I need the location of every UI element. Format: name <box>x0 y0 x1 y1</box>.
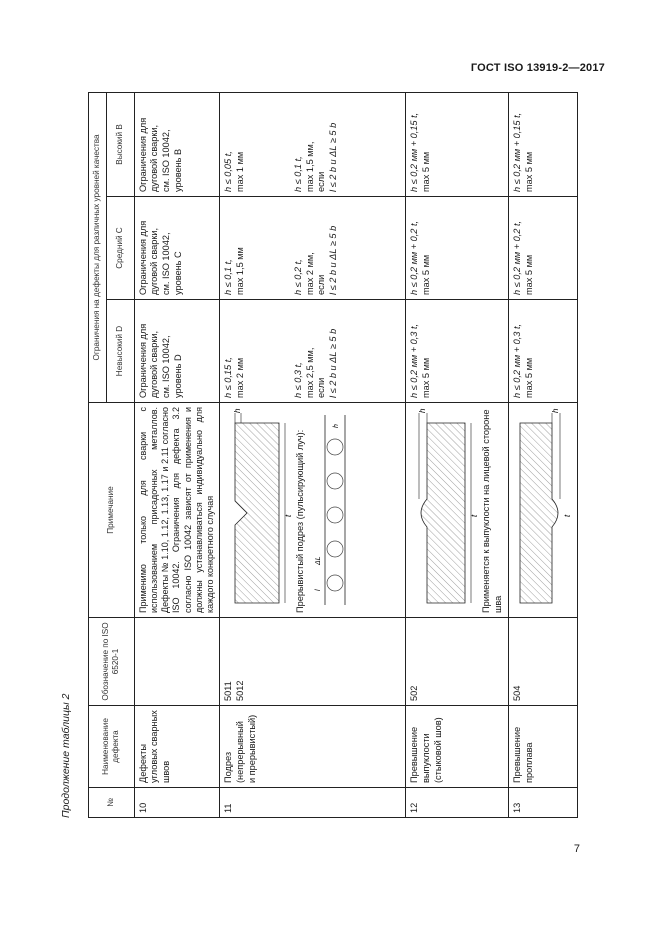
undercut-cross-section-sketch <box>227 408 294 613</box>
limit-level-c: h ≤ 0,2 мм + 0,2 t, max 5 мм <box>406 197 509 300</box>
sketch-label-h: h <box>333 424 341 428</box>
column-header-level-c: Средний C <box>106 197 134 300</box>
defect-note: Применимо только для сварки с использованием присадочных металлов. Дефекты № 1.10, 1.12, 1.13, 1.17 и 2.11 согласно ISO 10042. Ограничения для дефекта 3.2 согласно ISO 10042 зависят от применения и должны устанавливаться индивидуально для каждого конкретного случая <box>134 403 220 618</box>
sketch-label-l: l <box>315 589 323 591</box>
column-header-level-b: Высокий B <box>106 92 134 196</box>
limit-level-d: Ограничения для дуговой сварки, см. ISO 10042, уровень D <box>134 300 220 403</box>
table-row <box>134 92 220 817</box>
defect-name: Превышение проплава <box>508 706 577 788</box>
limit-level-b: Ограничения для дуговой сварки, см. ISO 10042, уровень B <box>134 92 220 196</box>
column-header-note: Примечание <box>89 403 135 618</box>
limit-level-c: h ≤ 0,2 мм + 0,2 t, max 5 мм <box>508 197 577 300</box>
sketch-label-h: h <box>233 408 243 413</box>
column-header-limits-group: Ограничения на дефекты для различных уровней качества <box>89 92 107 402</box>
limit-level-d: h ≤ 0,15 t, max 2 мм h ≤ 0,3 t, max 2,5 мм, если l ≤ 2 b и ΔL ≥ 5 b <box>220 300 406 403</box>
defect-code <box>134 618 220 706</box>
limit-level-b: h ≤ 0,2 мм + 0,15 t, max 5 мм <box>508 92 577 196</box>
defect-code: 502 <box>406 618 509 706</box>
defect-note <box>220 403 406 618</box>
limit-level-b: h ≤ 0,05 t, max 1 мм h ≤ 0,1 t, max 1,5 мм, если l ≤ 2 b и ΔL ≥ 5 b <box>220 92 406 196</box>
row-number: 12 <box>406 788 509 818</box>
defect-note <box>508 403 577 618</box>
defect-name: Подрез (непрерывный и прерывистый) <box>220 706 406 788</box>
defects-table <box>88 92 578 818</box>
intermittent-undercut-label: Прерывистый подрез (пульсирующий луч): <box>295 429 306 613</box>
sketch-label-t: t <box>284 514 294 517</box>
defect-code: 504 <box>508 618 577 706</box>
defect-name: Превышение выпуклости (стыковой шов) <box>406 706 509 788</box>
sketch-label-h: h <box>550 408 560 413</box>
sketch-label-h: h <box>418 408 428 413</box>
limit-level-d: h ≤ 0,2 мм + 0,3 t, max 5 мм <box>406 300 509 403</box>
column-header-code: Обозначение по ISO 6520-1 <box>89 618 135 706</box>
table-header-row <box>89 92 107 817</box>
sketch-label-t: t <box>470 514 480 517</box>
defect-name: Дефекты угловых сварных швов <box>134 706 220 788</box>
row-number: 11 <box>220 788 406 818</box>
sketch-label-delta-l: ΔL <box>315 556 323 565</box>
table-row <box>220 92 406 817</box>
limit-level-d: h ≤ 0,2 мм + 0,3 t, max 5 мм <box>508 300 577 403</box>
intermittent-undercut-plan-sketch <box>311 408 355 613</box>
row-number: 10 <box>134 788 220 818</box>
defect-note <box>406 403 509 618</box>
table-row <box>508 92 577 817</box>
face-side-note: Применяется к выпуклости на лицевой стороне шва <box>481 409 504 613</box>
column-header-no: № <box>89 788 135 818</box>
limit-level-c: h ≤ 0,1 t, max 1,5 мм h ≤ 0,2 t, max 2 мм, если l ≤ 2 b и ΔL ≥ 5 b <box>220 197 406 300</box>
table-row <box>406 92 509 817</box>
column-header-level-d: Невысокий D <box>106 300 134 403</box>
excess-penetration-sketch <box>516 408 570 613</box>
rotated-table-frame <box>60 93 572 818</box>
sketch-label-t: t <box>562 514 572 517</box>
defect-code: 5011 5012 <box>220 618 406 706</box>
excess-weld-metal-sketch <box>413 408 480 613</box>
page-number: 7 <box>573 843 580 855</box>
document-header-code: ГОСТ ISO 13919-2—2017 <box>470 62 605 74</box>
limit-level-c: Ограничения для дуговой сварки, см. ISO 10042, уровень C <box>134 197 220 300</box>
limit-level-b: h ≤ 0,2 мм + 0,15 t, max 5 мм <box>406 92 509 196</box>
table-continuation-label: Продолжение таблицы 2 <box>60 693 72 818</box>
column-header-name: Наименование дефекта <box>89 706 135 788</box>
row-number: 13 <box>508 788 577 818</box>
